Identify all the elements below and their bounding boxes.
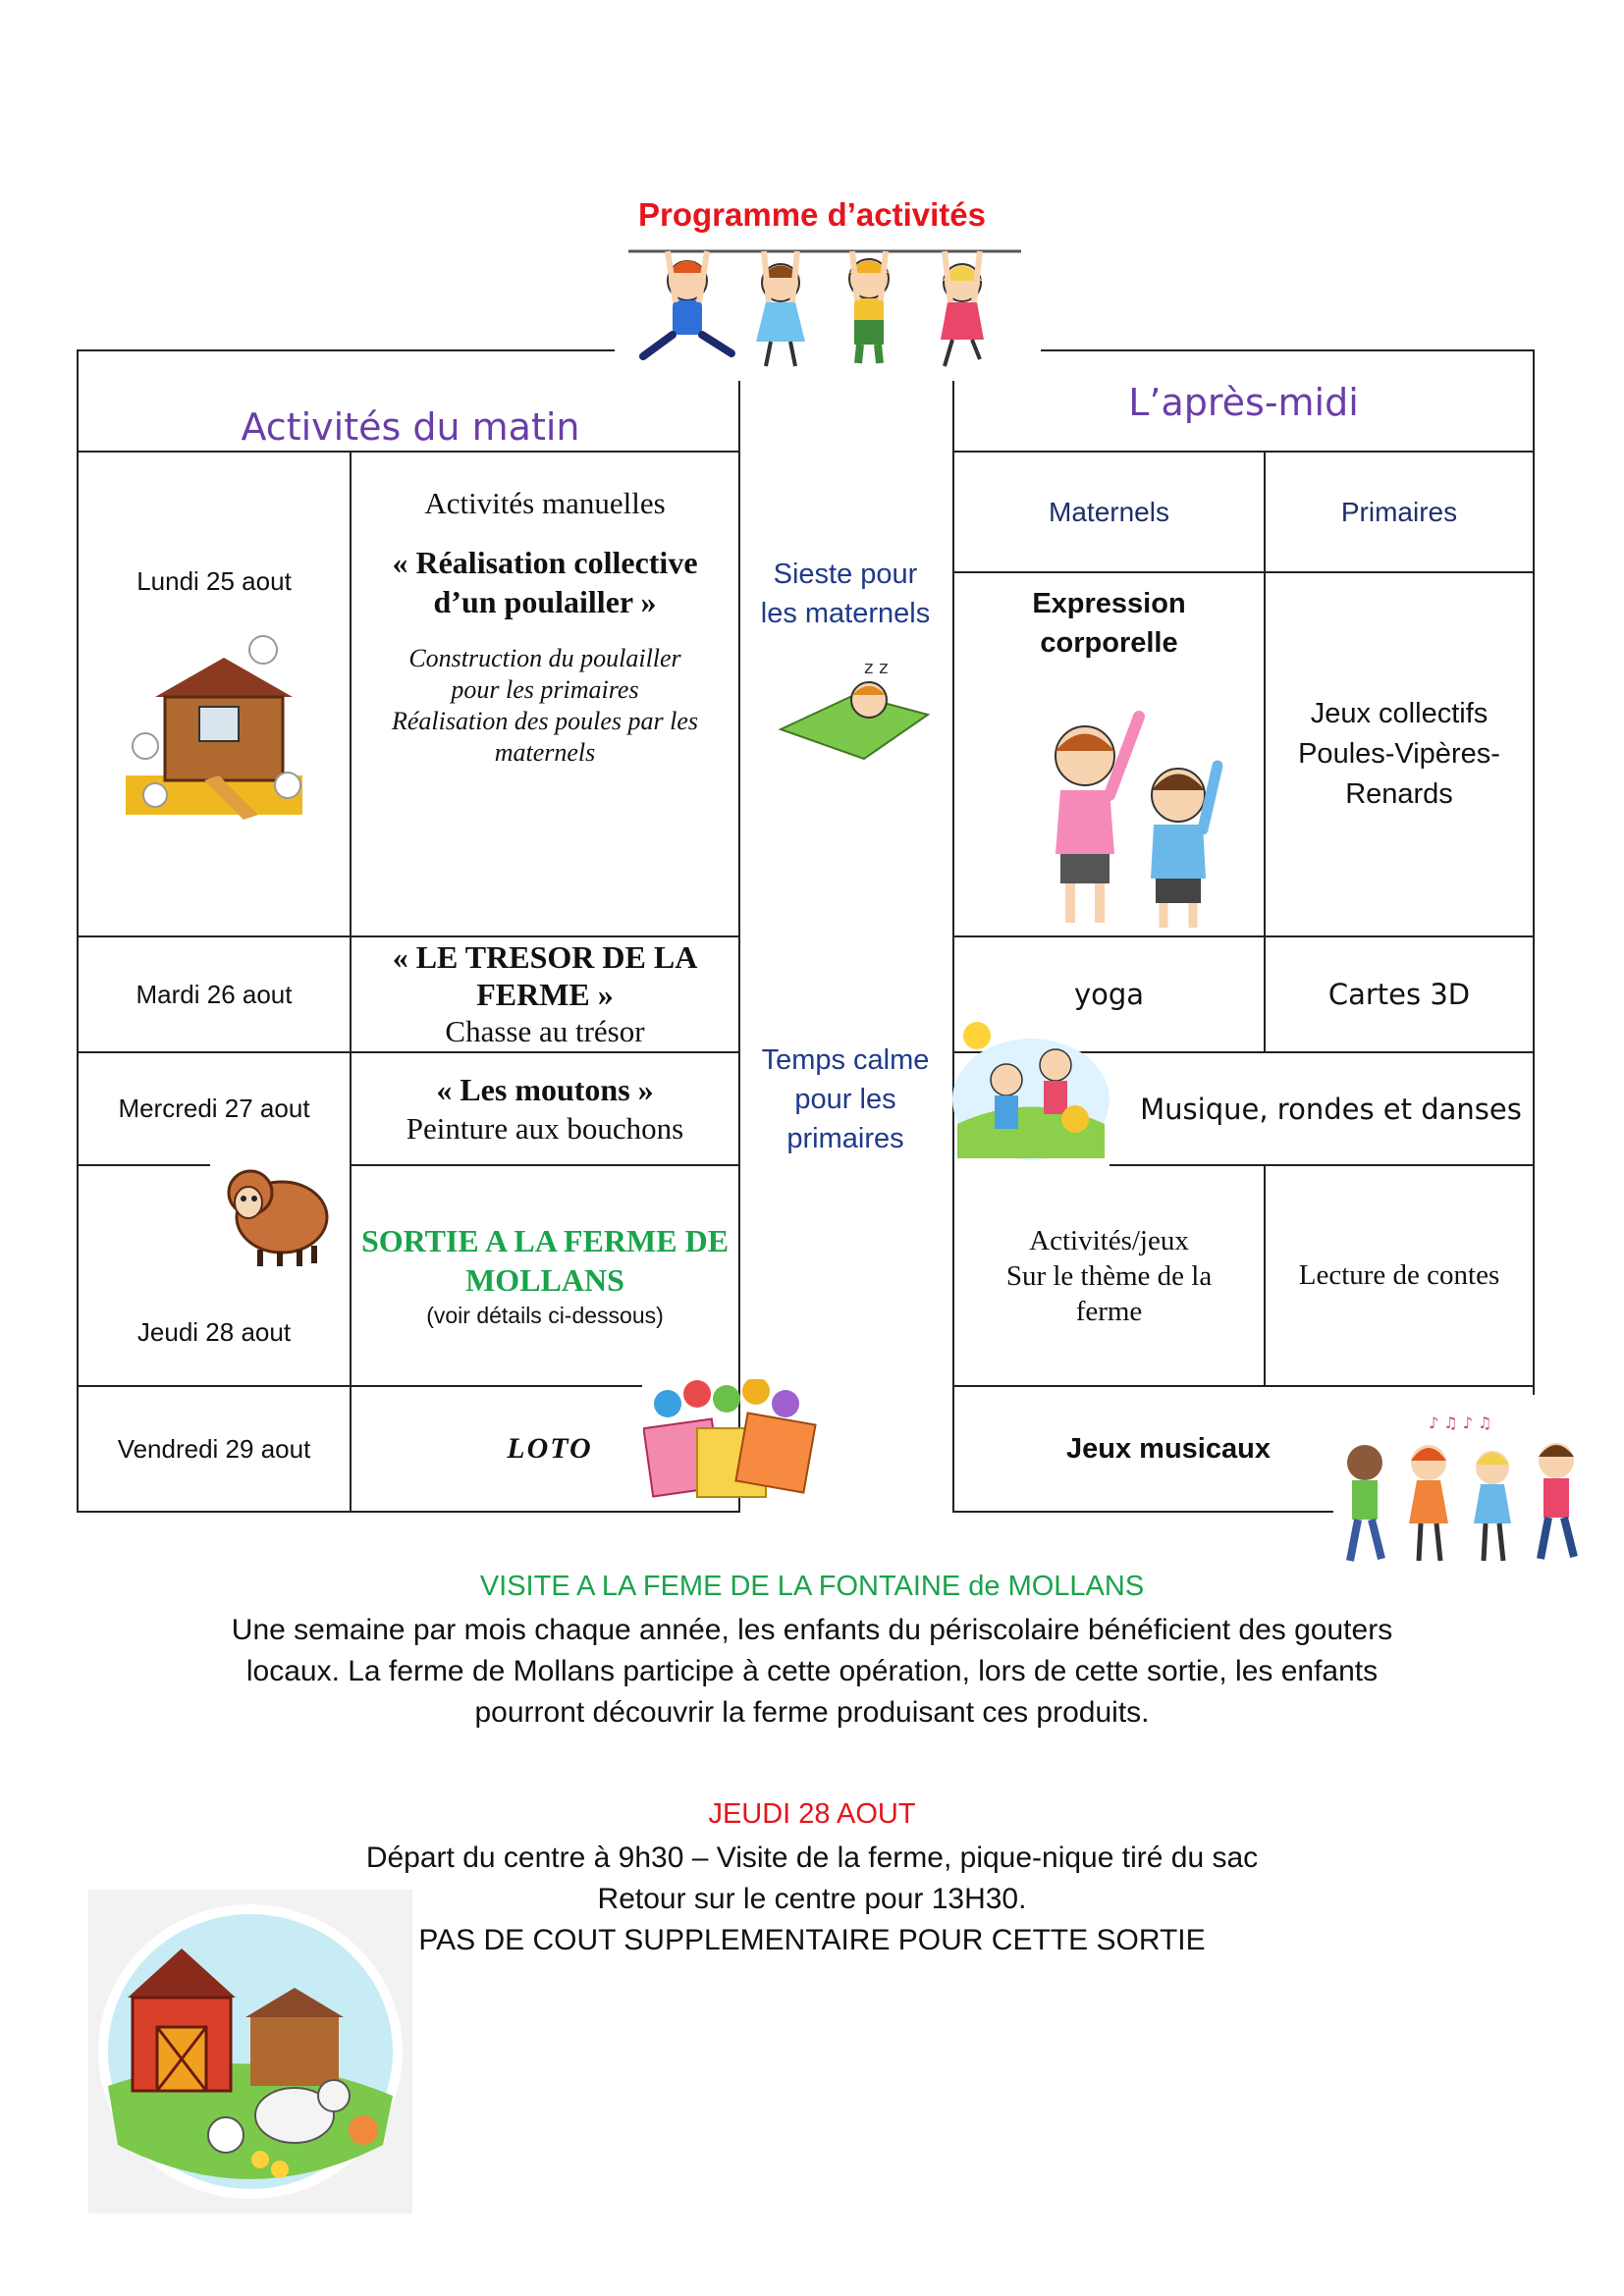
day-wednesday: Mercredi 27 aout bbox=[118, 1094, 310, 1123]
afternoon-tuesday-maternels: yoga bbox=[1073, 978, 1145, 1011]
visit-text bbox=[0, 1610, 1624, 1734]
afternoon-thursday-maternels bbox=[954, 1166, 1264, 1385]
afternoon-wednesday: Musique, rondes et danses bbox=[1140, 1092, 1522, 1126]
table-border bbox=[77, 1511, 740, 1513]
outing-line2: Retour sur le centre pour 13H30. bbox=[597, 1883, 1027, 1915]
header-afternoon: L’après-midi bbox=[1128, 381, 1359, 424]
jeux-line3: Renards bbox=[1345, 778, 1453, 810]
table-border bbox=[1041, 349, 1535, 351]
morning-wednesday bbox=[352, 1053, 738, 1164]
table-border bbox=[77, 1164, 210, 1166]
middle-temps-calme: Temps calme pour les primaires bbox=[761, 1044, 930, 1154]
day-monday: Lundi 25 aout bbox=[136, 566, 292, 596]
morning-tuesday bbox=[352, 937, 738, 1051]
wednesday-line1: « Les moutons » bbox=[436, 1071, 654, 1107]
afternoon-monday-primaires bbox=[1266, 573, 1533, 935]
morning-monday bbox=[352, 486, 738, 820]
thursday-line3: (voir détails ci-dessous) bbox=[426, 1302, 664, 1328]
monday-project-line2: d’un poulailler » bbox=[433, 584, 657, 619]
boy-stretching bbox=[1151, 766, 1218, 928]
outing-heading: JEUDI 28 AOUT bbox=[708, 1798, 916, 1830]
table-border bbox=[738, 381, 740, 1513]
wednesday-line2: Peinture aux bouchons bbox=[406, 1110, 684, 1146]
outing-line1: Départ du centre à 9h30 – Visite de la ferme, pique-nique tiré du sac bbox=[365, 1842, 1259, 1874]
sheep-illustration bbox=[221, 1163, 334, 1271]
monday-detail-line4: maternels bbox=[494, 738, 596, 767]
header-primaires: Primaires bbox=[1340, 496, 1458, 527]
middle-sieste: Sieste pour les maternels bbox=[760, 559, 931, 629]
jeux-line2: Poules-Vipères- bbox=[1298, 738, 1500, 770]
children-hanging-illustration bbox=[628, 243, 1021, 371]
monday-detail-line3: Réalisation des poules par les bbox=[392, 707, 698, 735]
child-2 bbox=[756, 251, 805, 366]
tuesday-line3: Chasse au trésor bbox=[445, 1014, 645, 1048]
child-1 bbox=[643, 251, 731, 356]
playing-children-illustration bbox=[947, 1011, 1114, 1168]
tuesday-line1: « LE TRESOR DE LA bbox=[392, 939, 698, 975]
morning-thursday bbox=[352, 1166, 738, 1385]
header-maternels: Maternels bbox=[1049, 496, 1169, 527]
header-morning: Activités du matin bbox=[241, 405, 580, 449]
bingo-cards-illustration bbox=[643, 1379, 820, 1507]
thursday-line2: MOLLANS bbox=[465, 1261, 624, 1298]
svg-text:♪ ♫ ♪ ♫: ♪ ♫ ♪ ♫ bbox=[1429, 1414, 1492, 1432]
monday-detail-line1: Construction du poulailler bbox=[408, 644, 681, 672]
tuesday-line2: FERME » bbox=[476, 977, 614, 1012]
afternoon-monday-maternels bbox=[954, 579, 1264, 667]
visit-heading: VISITE A LA FEME DE LA FONTAINE de MOLLANS bbox=[479, 1571, 1145, 1602]
expression-line2: corporelle bbox=[1040, 627, 1178, 659]
friday-loto: LOTO bbox=[507, 1432, 593, 1465]
visit-line1: Une semaine par mois chaque année, les enfants du périscolaire bénéficient des gouters bbox=[231, 1614, 1393, 1646]
page-title: Programme d’activités bbox=[638, 196, 986, 233]
theme-line2: Sur le thème de la bbox=[1005, 1259, 1213, 1292]
sleeping-child-illustration bbox=[776, 656, 933, 764]
theme-line1: Activités/jeux bbox=[1029, 1224, 1189, 1256]
expression-line1: Expression bbox=[1032, 588, 1186, 619]
table-border bbox=[77, 349, 615, 351]
monday-detail-line2: pour les primaires bbox=[451, 675, 639, 704]
child-3 bbox=[849, 251, 889, 363]
thursday-line1: SORTIE A LA FERME DE bbox=[360, 1222, 730, 1258]
table-border bbox=[1533, 349, 1535, 1395]
afternoon-friday: Jeux musicaux bbox=[1066, 1432, 1271, 1465]
jeux-line1: Jeux collectifs bbox=[1310, 698, 1489, 729]
morning-friday bbox=[461, 1387, 638, 1511]
farm-illustration bbox=[88, 1890, 412, 2214]
day-thursday: Jeudi 28 aout bbox=[136, 1317, 292, 1347]
chicken-coop-illustration bbox=[116, 628, 322, 825]
day-tuesday: Mardi 26 aout bbox=[135, 979, 293, 1009]
monday-project-line1: « Réalisation collective bbox=[392, 545, 698, 580]
outing-line3: PAS DE COUT SUPPLEMENTAIRE POUR CETTE SORTIE bbox=[418, 1924, 1206, 1956]
visit-line3: pourront découvrir la ferme produisant ces produits. bbox=[474, 1696, 1150, 1729]
theme-line3: ferme bbox=[1075, 1295, 1143, 1327]
afternoon-tuesday-primaires: Cartes 3D bbox=[1327, 978, 1471, 1011]
svg-text:z z: z z bbox=[864, 658, 889, 678]
table-border bbox=[952, 1511, 1333, 1513]
day-friday: Vendredi 29 aout bbox=[117, 1433, 311, 1464]
afternoon-thursday-primaires: Lecture de contes bbox=[1298, 1259, 1500, 1291]
monday-title: Activités manuelles bbox=[424, 486, 666, 520]
child-4 bbox=[941, 251, 984, 366]
stretching-children-illustration bbox=[1001, 697, 1237, 933]
dancing-children-illustration bbox=[1330, 1414, 1596, 1571]
visit-line2: locaux. La ferme de Mollans participe à cette opération, lors de cette sortie, les enfants bbox=[245, 1655, 1379, 1687]
girl-stretching bbox=[1056, 717, 1139, 923]
